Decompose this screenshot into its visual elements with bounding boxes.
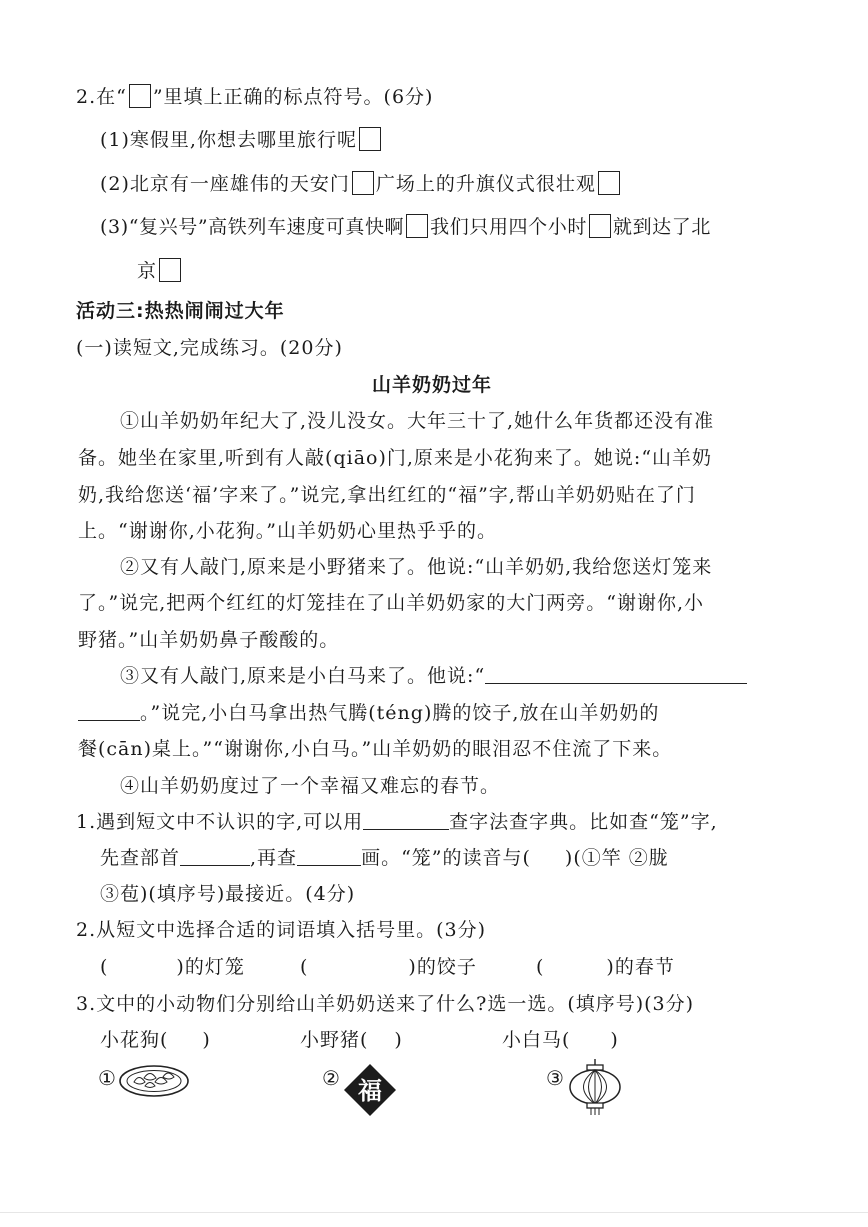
answer-box[interactable]	[598, 171, 620, 195]
q2-item3-text-b: 我们只用四个小时	[430, 216, 587, 238]
q2-item3-text-c: 就到达了北	[612, 216, 711, 238]
e1-line1	[76, 810, 718, 834]
answer-blank[interactable]	[485, 665, 747, 684]
option-2-label: ②	[322, 1066, 340, 1090]
e1-line3: ③苞)(填序号)最接近。(4分)	[100, 883, 356, 905]
story-p1-line4: 上。“谢谢你,小花狗。”山羊奶奶心里热乎乎的。	[78, 520, 497, 542]
e1-text-c: 先查部首	[100, 847, 181, 869]
e2-text-c: 的春节	[614, 956, 675, 978]
page-bottom-edge	[0, 1212, 868, 1213]
e3-title: 3.文中的小动物们分别给山羊奶奶送来了什么?选一选。(填序号)(3分)	[76, 993, 695, 1015]
q2-item-1	[100, 127, 383, 152]
story-p3-line1	[120, 664, 747, 688]
paren-open: (	[300, 956, 309, 978]
story-p1-line1: ①山羊奶奶年纪大了,没儿没女。大年三十了,她什么年货都还没有准	[120, 410, 715, 432]
paren-open: (	[100, 956, 109, 978]
e1-text-f: )(①竿 ②胧	[564, 847, 669, 869]
answer-blank[interactable]	[363, 811, 449, 830]
paren-close: )	[606, 956, 615, 978]
q2-item-3-cont	[137, 258, 183, 283]
e2-text-b: 的饺子	[416, 956, 477, 978]
paren-close: )	[394, 1029, 403, 1051]
story-p2-line3: 野猪。”山羊奶奶鼻子酸酸的。	[78, 629, 340, 651]
fu-diamond-icon	[342, 1062, 398, 1118]
q2-item2-text-b: 广场上的升旗仪式很壮观	[375, 173, 596, 195]
option-1-label: ①	[98, 1066, 116, 1090]
activity-subheading: (一)读短文,完成练习。(20分)	[76, 337, 343, 359]
story-p2-line2: 了。”说完,把两个红红的灯笼挂在了山羊奶奶家的大门两旁。“谢谢你,小	[78, 592, 705, 614]
paren-open: (	[536, 956, 545, 978]
answer-blank[interactable]	[180, 847, 250, 866]
story-p3-line3: 餐(cān)桌上。”“谢谢你,小白马。”山羊奶奶的眼泪忍不住流了下来。	[78, 738, 673, 760]
q2-title-post: ”里填上正确的标点符号。(6分)	[152, 86, 434, 108]
q2-item3-text-a: (3)“复兴号”高铁列车速度可真快啊	[100, 216, 405, 238]
answer-blank[interactable]	[78, 702, 140, 721]
q2-item2-text-a: (2)北京有一座雄伟的天安门	[100, 173, 350, 195]
paren-close: )	[610, 1029, 619, 1051]
answer-box[interactable]	[406, 214, 428, 238]
e2-item-b	[300, 955, 477, 979]
answer-box[interactable]	[589, 214, 611, 238]
e2-item-c	[536, 955, 675, 979]
q2-title	[76, 84, 433, 109]
e2-item-a	[100, 955, 245, 979]
story-p3-text: ③又有人敲门,原来是小白马来了。他说:“	[120, 665, 486, 687]
e1-text-a: 1.遇到短文中不认识的字,可以用	[76, 811, 364, 833]
e3-pig	[300, 1028, 403, 1052]
activity-heading: 活动三:热热闹闹过大年	[76, 300, 285, 322]
e3-pig-label: 小野猪(	[300, 1029, 369, 1051]
story-title: 山羊奶奶过年	[372, 374, 493, 396]
e3-dog	[100, 1028, 211, 1052]
story-p3-text-b: 。”说完,小白马拿出热气腾(téng)腾的饺子,放在山羊奶奶的	[140, 702, 660, 724]
e1-line2	[100, 846, 669, 870]
paren-close: )	[202, 1029, 211, 1051]
answer-box[interactable]	[359, 127, 381, 151]
e3-dog-label: 小花狗(	[100, 1029, 169, 1051]
dumplings-plate-icon	[118, 1062, 190, 1100]
q2-item1-text: (1)寒假里,你想去哪里旅行呢	[100, 129, 357, 151]
e2-text-a: 的灯笼	[184, 956, 245, 978]
e1-text-d: ,再查	[250, 847, 298, 869]
answer-blank[interactable]	[297, 847, 361, 866]
answer-box[interactable]	[159, 258, 181, 282]
q2-title-pre: 2.在“	[76, 86, 127, 108]
q2-item-3	[100, 214, 711, 239]
answer-box[interactable]	[352, 171, 374, 195]
q2-item3-text-d: 京	[137, 260, 158, 282]
lantern-icon	[566, 1058, 624, 1116]
story-p2-line1: ②又有人敲门,原来是小野猪来了。他说:“山羊奶奶,我给您送灯笼来	[120, 556, 713, 578]
e3-horse-label: 小白马(	[502, 1029, 571, 1051]
e1-text-b: 查字法查字典。比如查“笼”字,	[449, 811, 718, 833]
e3-horse	[502, 1028, 619, 1052]
q2-item-2	[100, 171, 622, 196]
story-p1-line3: 奶,我给您送‘福’字来了。”说完,拿出红红的“福”字,帮山羊奶奶贴在了门	[78, 484, 696, 506]
story-p4: ④山羊奶奶度过了一个幸福又难忘的春节。	[120, 775, 501, 797]
answer-box[interactable]	[129, 84, 151, 108]
fu-character: 福	[358, 1076, 382, 1105]
story-p1-line2: 备。她坐在家里,听到有人敲(qiāo)门,原来是小花狗来了。她说:“山羊奶	[78, 447, 713, 469]
paren-close: )	[176, 956, 185, 978]
story-p3-line2	[78, 701, 659, 725]
e1-text-e: 画。“笼”的读音与(	[361, 847, 531, 869]
e2-title: 2.从短文中选择合适的词语填入括号里。(3分)	[76, 919, 487, 941]
option-3-label: ③	[546, 1066, 564, 1090]
paren-close: )	[408, 956, 417, 978]
